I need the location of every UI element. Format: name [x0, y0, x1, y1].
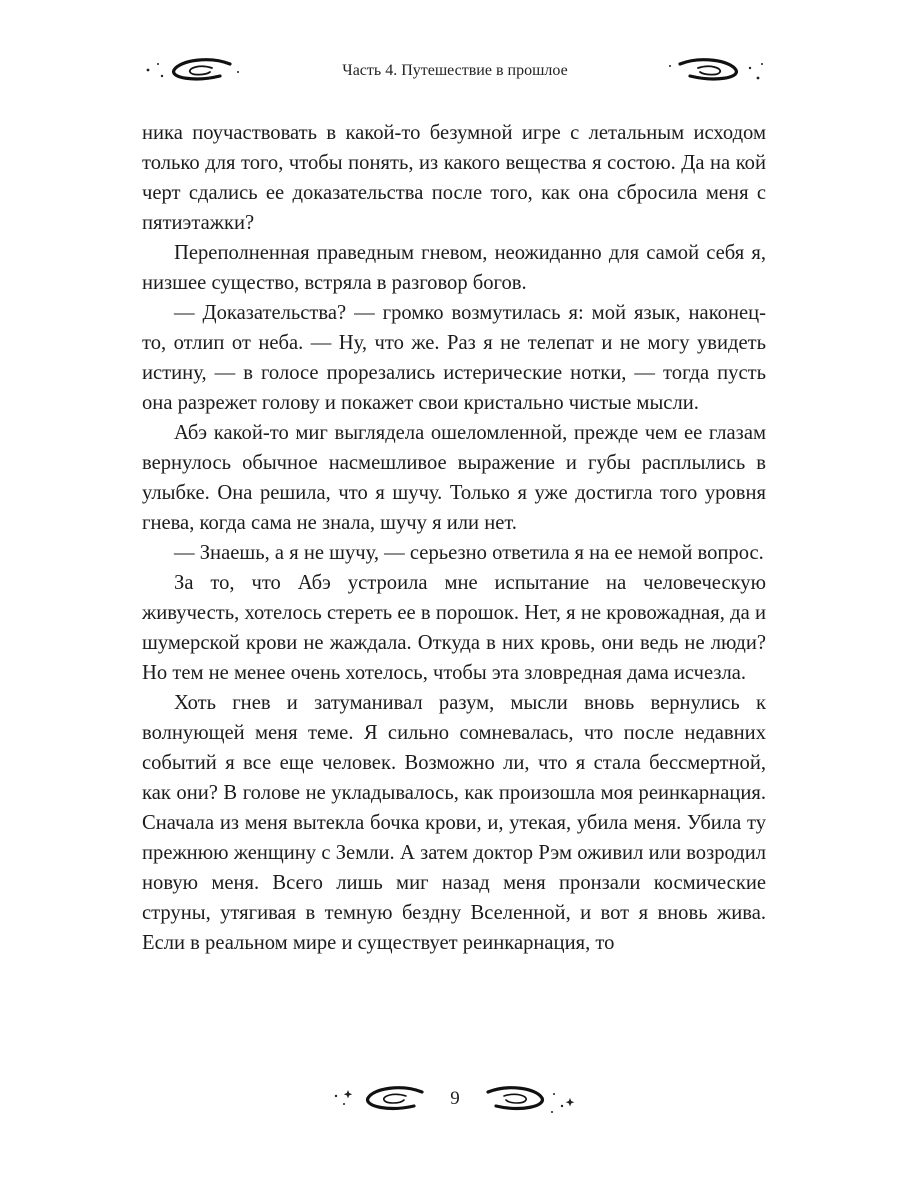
running-header-title: Часть 4. Путешествие в прошлое	[342, 62, 568, 79]
page-header	[140, 50, 770, 98]
page-footer	[330, 1080, 580, 1120]
swirl-ornament-icon	[480, 1080, 580, 1120]
paragraph: Хоть гнев и затуманивал разум, мысли вновь вернулись к волнующей меня теме. Я сильно сомневалась, что после недавних событий я все еще человек. Возможно ли, что я стала бессмертной, как они? В голове не укладывалось, как произошла моя реинкарнация. Сначала из меня вытекла бочка крови, и, утекая, убила меня. Убила ту прежнюю женщину с Земли. А затем доктор Рэм оживил или возродил новую меня. Всего лишь миг назад меня пронзали космические струны, утягивая в темную бездну Вселенной, и вот я вновь жива. Если в реальном мире и существует реинкарнация, то	[142, 692, 766, 954]
swirl-ornament-icon	[660, 50, 770, 90]
paragraph: За то, что Абэ устроила мне испытание на человеческую живучесть, хотелось стереть ее в порошок. Нет, я не кровожадная, да и шумерской крови не жаждала. Откуда в них кровь, они ведь не люди? Но тем не менее очень хотелось, чтобы эта зловредная дама исчезла.	[142, 572, 766, 684]
paragraph: — Знаешь, а я не шучу, — серьезно ответила я на ее немой вопрос.	[174, 542, 764, 564]
paragraph: Абэ какой-то миг выглядела ошеломленной, прежде чем ее глазам вернулось обычное насмешливое выражение и губы расплылись в улыбке. Она решила, что я шучу. Только я уже достигла того уровня гнева, когда сама не знала, шучу я или нет.	[142, 422, 766, 534]
page-number: 9	[450, 1088, 460, 1109]
paragraph: — Доказательства? — громко возмутилась я: мой язык, наконец-то, отлип от неба. — Ну, что же. Раз я не телепат и не могу увидеть истину, — в голосе прорезались истерические нотки, — тогда пусть она разрежет голову и покажет свои кристально чистые мысли.	[142, 302, 766, 414]
paragraph: Переполненная праведным гневом, неожиданно для самой себя я, низшее существо, встряла в разговор богов.	[142, 242, 766, 294]
paragraph: ника поучаствовать в какой-то безумной игре с летальным исходом только для того, чтобы понять, из какого вещества я состою. Да на кой черт сдались ее доказательства после того, как она сбросила меня с пятиэтажки?	[142, 122, 766, 234]
page-body	[142, 118, 766, 958]
